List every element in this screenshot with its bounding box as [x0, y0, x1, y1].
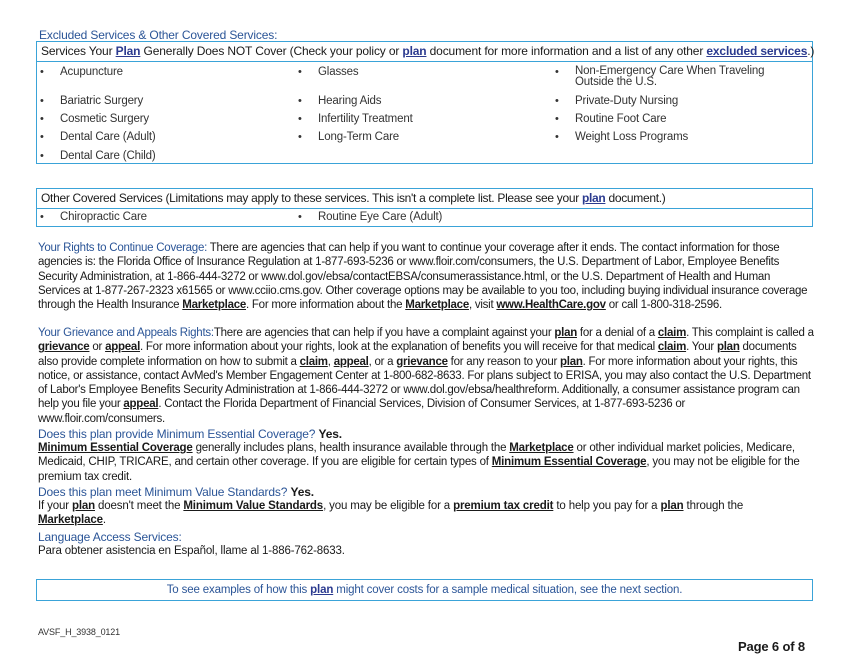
marketplace-link[interactable]: Marketplace: [509, 442, 574, 454]
marketplace-link[interactable]: Marketplace: [38, 514, 103, 527]
excluded-services-box: Services Your Plan Generally Does NOT Cover (Check your policy or plan document for more information and a list of any other excluded services.) • Acupuncture • Bariatric Surgery • Cosmetic Surgery • Dental Care (Adult) • Dental Care (Child) • Glasses • Hearing Aids • Infertility Treatment • Long-Term Care • Non-Emergency Care When Traveling Outside the U.S. • Private-Duty Nursing • Routine Foot Care • Weight Loss Programs: [36, 41, 813, 164]
plan-link[interactable]: plan: [716, 341, 740, 354]
mec-paragraph: Minimum Essential Coverage generally includes plans, health insurance available through the Marketplace or other individual market policies, Medicare, Medicaid, CHIP, TRICARE, and certain other coverage. If you are eligible for certain types of Minimum Essential Coverage, you may not be eligible for the premium tax credit.: [38, 442, 800, 483]
mec-question-line: [38, 427, 814, 441]
claim-link[interactable]: claim: [299, 355, 328, 368]
plan-link[interactable]: plan: [581, 191, 606, 205]
header-text: document for more information and a list of any other: [426, 44, 707, 58]
header-text: document.): [605, 191, 666, 205]
marketplace-link[interactable]: Marketplace: [182, 299, 247, 312]
list-item: Dental Care (Adult): [60, 131, 156, 143]
healthcare-gov-link[interactable]: www.HealthCare.gov: [496, 299, 606, 312]
list-item: Hearing Aids: [318, 95, 382, 107]
plan-link[interactable]: plan: [554, 327, 577, 339]
next-section-box: [36, 579, 813, 601]
mec-answer: Yes.: [318, 427, 342, 441]
list-item: Cosmetic Surgery: [60, 113, 149, 125]
header-text: Other Covered Services (Limitations may apply to these services. This isn't a complete list. Please see your: [41, 191, 582, 205]
other-covered-services-box: Other Covered Services (Limitations may apply to these services. This isn't a complete list. Please see your plan document.) • Chiropractic Care • Routine Eye Care (Adult): [36, 188, 813, 227]
list-item: Infertility Treatment: [318, 113, 413, 125]
plan-link[interactable]: plan: [402, 44, 427, 58]
excluded-section-title: Excluded Services & Other Covered Services:: [39, 28, 278, 42]
language-text: Para obtener asistencia en Español, llame al 1-886-762-8633.: [38, 545, 345, 557]
list-item: Private-Duty Nursing: [575, 95, 679, 107]
list-item: Routine Foot Care: [575, 113, 667, 125]
excluded-services-link[interactable]: excluded services: [706, 44, 808, 58]
header-text: .): [807, 44, 815, 58]
list-item: Acupuncture: [60, 66, 123, 78]
grievance-section: [38, 326, 814, 426]
mvs-paragraph: If your plan doesn't meet the Minimum Value Standards, you may be eligible for a premium tax credit to help you pay for a plan through the Marketplace.: [38, 500, 744, 527]
plan-link[interactable]: plan: [71, 500, 95, 512]
rights-heading: Your Rights to Continue Coverage:: [38, 242, 208, 254]
plan-link[interactable]: plan: [310, 584, 334, 596]
list-item: Glasses: [318, 66, 359, 78]
mec-link[interactable]: Minimum Essential Coverage: [491, 456, 647, 469]
list-item: Weight Loss Programs: [575, 131, 689, 143]
header-text: Generally Does NOT Cover (Check your policy or: [140, 44, 403, 58]
list-item: Bariatric Surgery: [60, 95, 144, 107]
mvs-question: Does this plan meet Minimum Value Standards?: [38, 485, 288, 499]
mvs-link[interactable]: Minimum Value Standards: [183, 500, 324, 512]
grievance-paragraph: Your Grievance and Appeals Rights:There are agencies that can help if you have a complaint against your plan for a denial of a claim. This complaint is called a grievance or appeal. For more information about your rights, look at the explanation of benefits you will receive for that medical claim. Your plan documents also provide complete information on how to submit a claim, appeal, or a grievance for any reason to your plan. For more information about your rights, this notice, or assistance, contact AvMed's Member Engagement Center at 1-800-682-8633. For plans subject to ERISA, you may also contact the U.S. Department of Labor's Employee Benefits Security Administration at 1-866-444-3272 or www.dol.gov/ebsa/healthreform. Additionally, a consumer assistance program can help you file your appeal. Contact the Florida Department of Financial Services, Division of Consumer Services, at 1-877-693-5236 or www.floir.com/consumers.: [38, 327, 814, 425]
mec-link[interactable]: Minimum Essential Coverage: [38, 442, 193, 454]
appeal-link[interactable]: appeal: [105, 341, 141, 354]
mec-question: Does this plan provide Minimum Essential Coverage?: [38, 427, 316, 441]
grievance-heading: Your Grievance and Appeals Rights:: [38, 327, 214, 339]
claim-link[interactable]: claim: [657, 341, 687, 354]
list-item: Routine Eye Care (Adult): [318, 211, 443, 223]
mvs-question-line: [38, 485, 814, 499]
claim-link[interactable]: claim: [657, 327, 687, 339]
plan-link[interactable]: plan: [660, 500, 684, 512]
language-section: [38, 530, 814, 558]
other-covered-header: [37, 189, 812, 209]
appeal-link[interactable]: appeal: [123, 398, 159, 411]
marketplace-link[interactable]: Marketplace: [405, 299, 469, 312]
header-text: Services Your: [41, 44, 116, 58]
mvs-answer: Yes.: [290, 485, 314, 499]
list-item: Dental Care (Child): [60, 150, 156, 162]
page-number: Page 6 of 8: [738, 639, 805, 654]
rights-section: [38, 241, 814, 312]
premium-tax-credit-link[interactable]: premium tax credit: [453, 500, 554, 512]
list-item: Chiropractic Care: [60, 211, 147, 223]
excluded-services-header: [37, 42, 815, 62]
mec-section: [38, 427, 814, 484]
plan-link[interactable]: plan: [560, 355, 583, 368]
mvs-section: [38, 485, 814, 528]
grievance-link[interactable]: grievance: [38, 341, 90, 354]
list-item: Long-Term Care: [318, 131, 399, 143]
grievance-link[interactable]: grievance: [396, 355, 448, 368]
appeal-link[interactable]: appeal: [333, 355, 369, 368]
plan-link[interactable]: Plan: [115, 44, 141, 58]
document-id: AVSF_H_3938_0121: [38, 627, 120, 637]
next-section-text: To see examples of how this plan might cover costs for a sample medical situation, see the next section.: [166, 584, 683, 596]
rights-paragraph: Your Rights to Continue Coverage: There are agencies that can help if you want to continue your coverage after it ends. The contact information for those agencies is: the Florida Office of Insurance Regulation at 1-877-693-5236 or www.floir.com/consumers, the U.S. Department of Labor, Employee Benefits Security Administration, at 1-866-444-3272 or www.dol.gov/ebsa/contactEBSA/consumerassistance.html, or the U.S. Department of Health and Human Services at 1-877-267-2323 x61565 or www.cciio.cms.gov. Other coverage options may be available to you too, including buying individual insurance coverage through the Health Insurance Marketplace. For more information about the Marketplace, visit www.HealthCare.gov or call 1-800-318-2596.: [38, 242, 808, 312]
language-heading: Language Access Services:: [38, 530, 182, 544]
list-item: Non-Emergency Care When Traveling Outside the U.S.: [575, 65, 765, 88]
